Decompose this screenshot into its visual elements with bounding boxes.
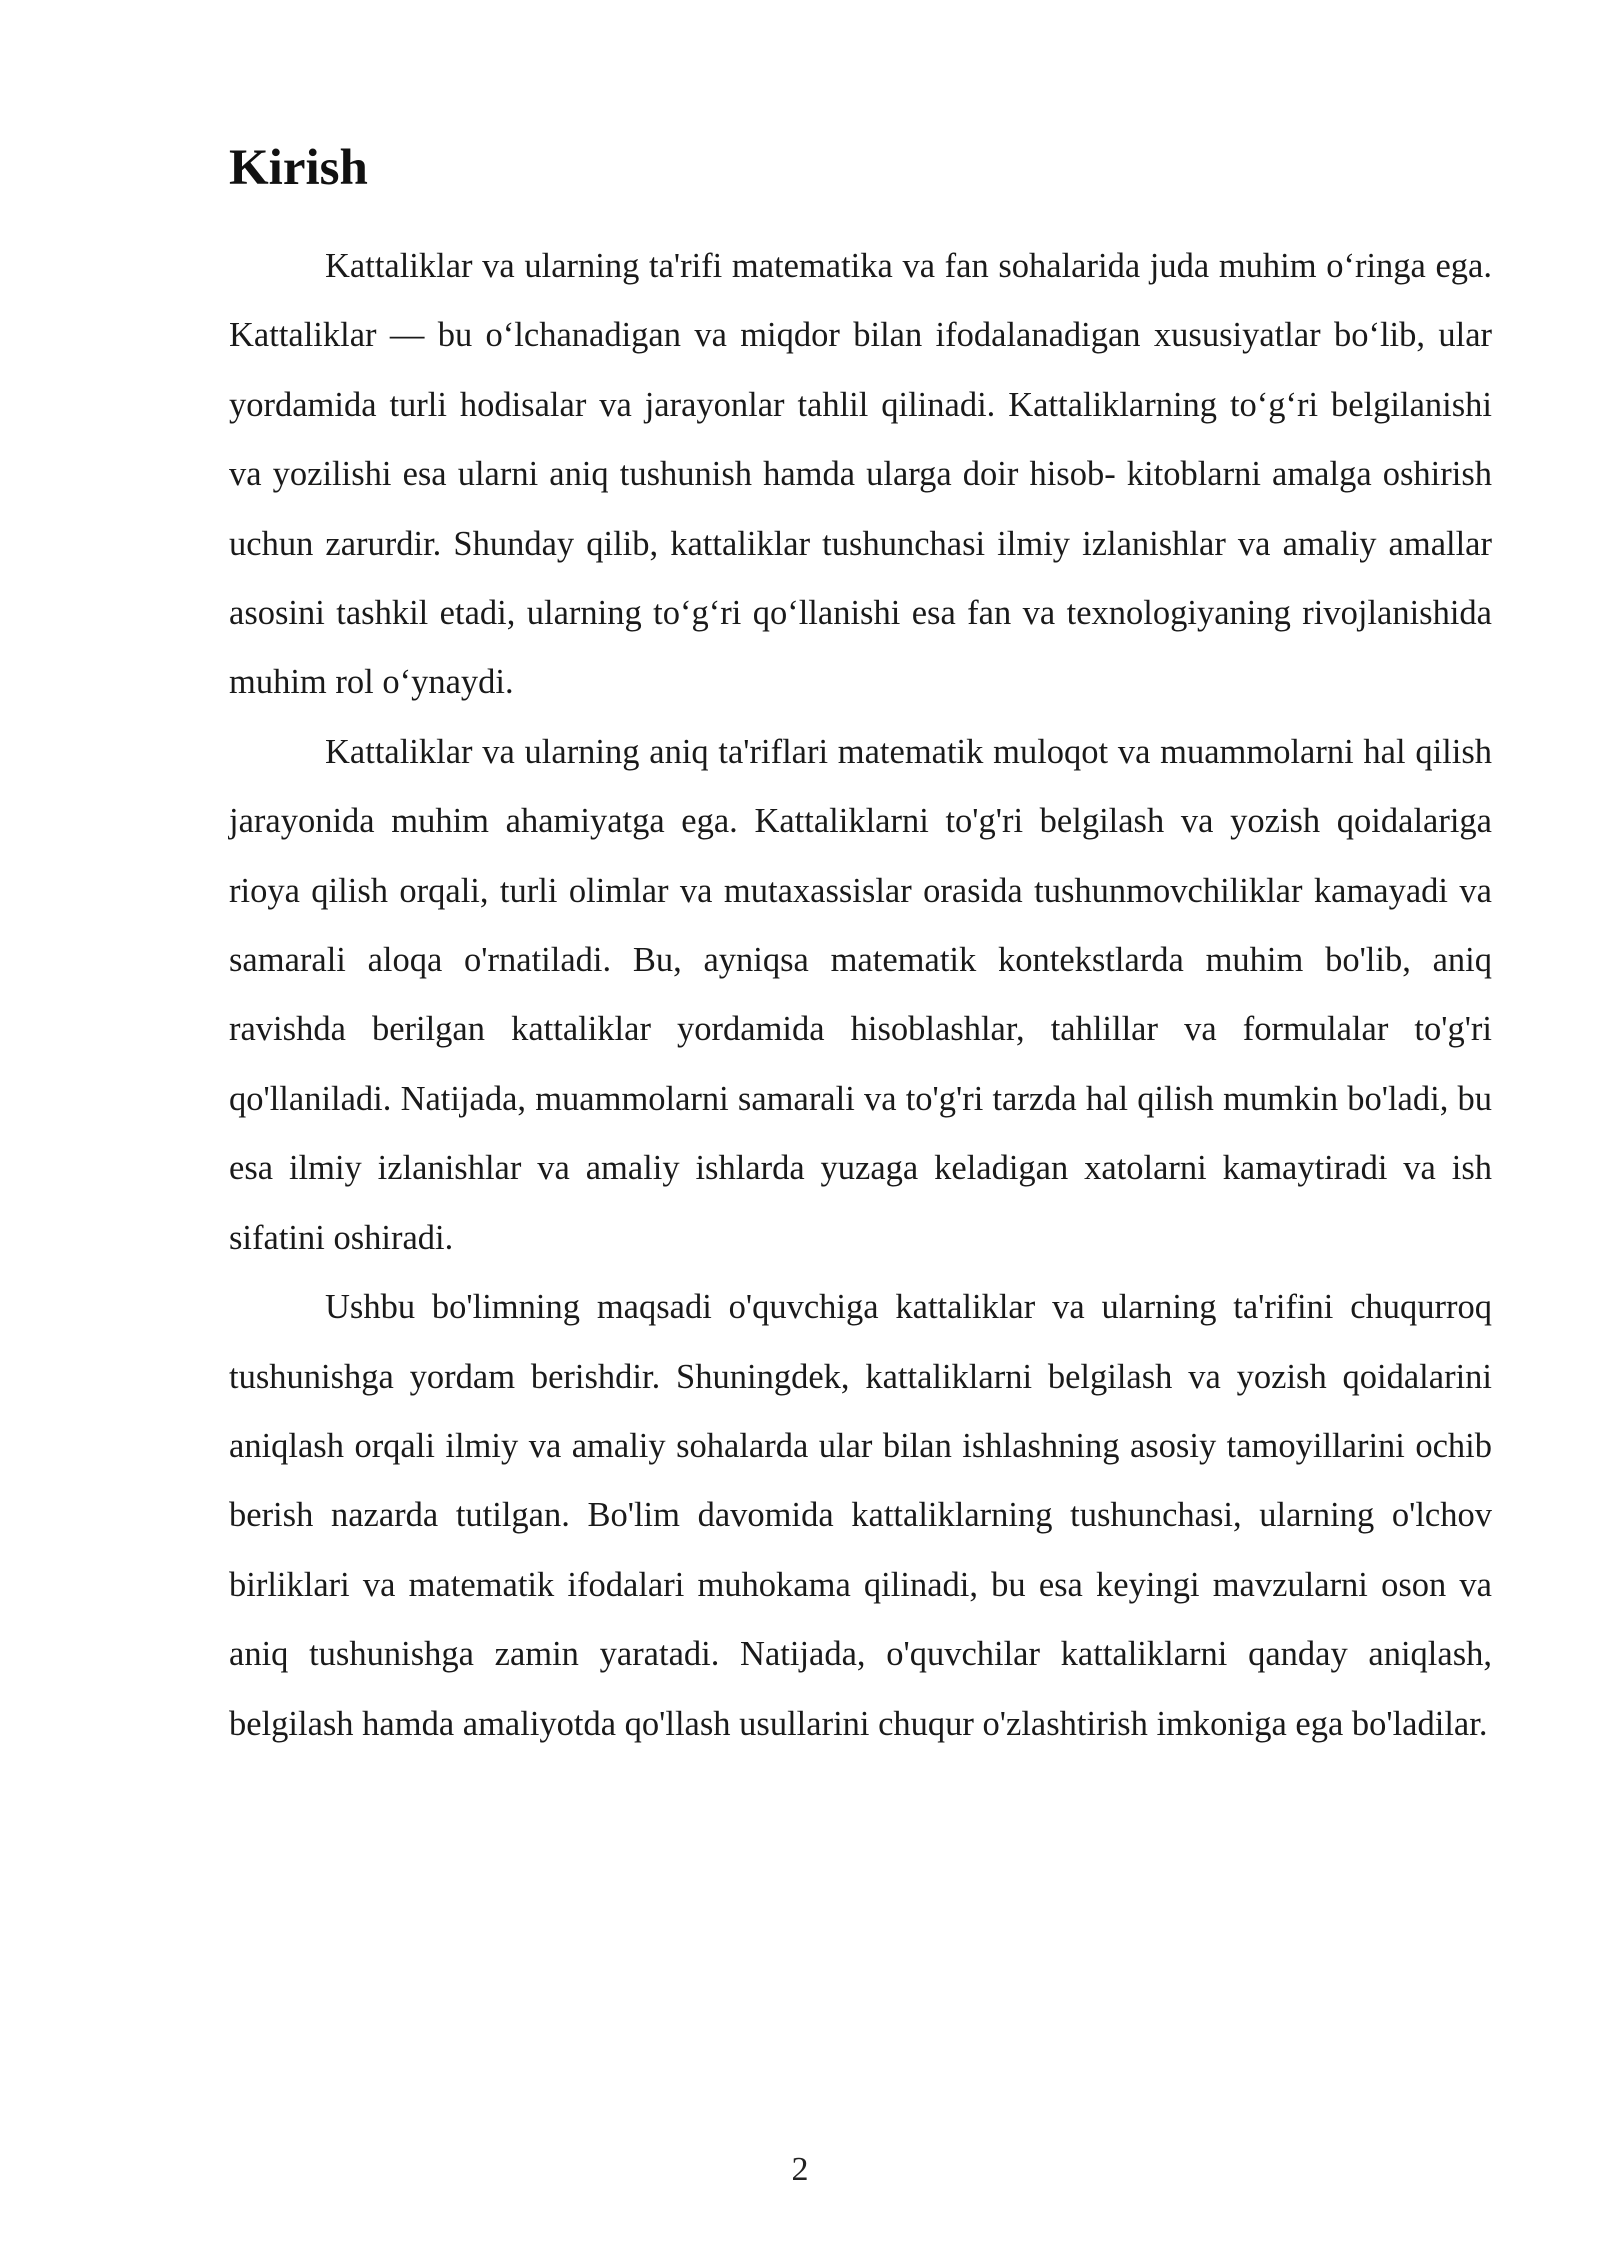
section-heading: Kirish xyxy=(229,140,368,196)
page-number: 2 xyxy=(791,2151,809,2188)
body-text xyxy=(229,232,1492,1759)
paragraph-2: Kattaliklar va ularning aniq ta'riflari matematik muloqot va muammolarni hal qilish jarayonida muhim ahamiyatga ega. Kattaliklarni to'g'ri belgilash va yozish qoidalariga rioya qilish orqali, turli olimlar va mutaxassislar orasida tushunmovchiliklar kamayadi va samarali aloqa o'rnatiladi. Bu, ayniqsa matematik kontekstlarda muhim bo'lib, aniq ravishda berilgan kattaliklar yordamida hisoblashlar, tahlillar va formulalar to'g'ri qo'llaniladi. Natijada, muammolarni samarali va to'g'ri tarzda hal qilish mumkin bo'ladi, bu esa ilmiy izlanishlar va amaliy ishlarda yuzaga keladigan xatolarni kamaytiradi va ish sifatini oshiradi. xyxy=(229,732,1492,1257)
paragraph-3: Ushbu bo'limning maqsadi o'quvchiga kattaliklar va ularning ta'rifini chuqurroq tushunishga yordam berishdir. Shuningdek, kattaliklarni belgilash va yozish qoidalarini aniqlash orqali ilmiy va amaliy sohalarda ular bilan ishlashning asosiy tamoyillarini ochib berish nazarda tutilgan. Bo'lim davomida kattaliklarning tushunchasi, ularning o'lchov birliklari va matematik ifodalari muhokama qilinadi, bu esa keyingi mavzularni oson va aniq tushunishga zamin yaratadi. Natijada, o'quvchilar kattaliklarni qanday aniqlash, belgilash hamda amaliyotda qo'llash usullarini chuqur o'zlashtirish imkoniga ega bo'ladilar. xyxy=(229,1288,1492,1743)
paragraph-1: Kattaliklar va ularning ta'rifi matematika va fan sohalarida juda muhim o‘ringa ega. Kattaliklar — bu o‘lchanadigan va miqdor bilan ifodalanadigan xususiyatlar bo‘lib, ular yordamida turli hodisalar va jarayonlar tahlil qilinadi. Kattaliklarning to‘g‘ri belgilanishi va yozilishi esa ularni aniq tushunish hamda ularga doir hisob- kitoblarni amalga oshirish uchun zarurdir. Shunday qilib, kattaliklar tushunchasi ilmiy izlanishlar va amaliy amallar asosini tashkil etadi, ularning to‘g‘ri qo‘llanishi esa fan va texnologiyaning rivojlanishida muhim rol o‘ynaydi. xyxy=(229,247,1492,702)
